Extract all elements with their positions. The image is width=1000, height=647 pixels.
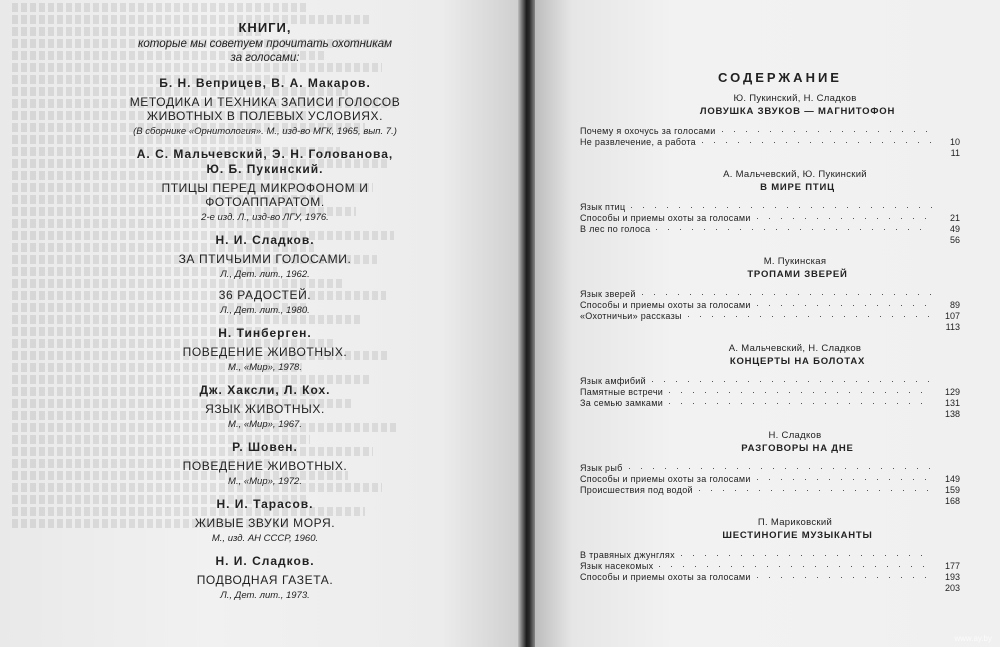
toc-entry — [580, 300, 960, 311]
toc-section-title: КОНЦЕРТЫ НА БОЛОТАХ — [729, 356, 866, 367]
book-title-line: ПТИЦЫ ПЕРЕД МИКРОФОНОМ И — [161, 181, 369, 195]
toc-entry-title: Способы и приемы охоты за голосами — [580, 213, 751, 223]
toc-page-number: 56 — [949, 235, 960, 245]
book-author: Б. Н. Веприцев, В. А. Макаров. — [159, 76, 371, 90]
toc-entry-title: Язык птиц — [580, 202, 626, 212]
toc-leader-dots — [631, 207, 932, 208]
book-author — [100, 147, 430, 177]
toc-leader-dots — [757, 218, 932, 219]
book-entry — [100, 497, 430, 545]
book-title: ПОВЕДЕНИЕ ЖИВОТНЫХ. — [182, 345, 348, 359]
toc-page-number: 168 — [944, 496, 960, 506]
toc-leader-dots — [629, 468, 932, 469]
toc-entry — [580, 137, 960, 148]
toc-section — [580, 93, 960, 159]
toc-entry — [580, 572, 960, 583]
toc-page-number: 113 — [945, 322, 960, 332]
toc-leader-dots — [757, 577, 932, 578]
book-title: ПОДВОДНАЯ ГАЗЕТА. — [196, 573, 334, 587]
toc-entry-title: Язык зверей — [580, 289, 636, 299]
watermark: www.ay.by — [954, 634, 992, 643]
book-entry — [100, 233, 430, 317]
toc-section-author: Ю. Пукинский, Н. Сладков — [733, 93, 857, 104]
toc-entry — [580, 126, 960, 137]
toc-page-number: 21 — [949, 213, 960, 223]
book-title-line: ЖИВОТНЫХ В ПОЛЕВЫХ УСЛОВИЯХ. — [146, 109, 384, 123]
book-entry — [100, 76, 430, 138]
book-entry — [100, 326, 430, 374]
toc-section — [580, 343, 960, 420]
toc-leader-dots — [722, 131, 932, 132]
toc-section-title: В МИРЕ ПТИЦ — [760, 182, 835, 193]
book-publisher: Л., Дет. лит., 1980. — [220, 305, 310, 316]
toc-entry-title: Язык амфибий — [580, 376, 646, 386]
toc-leader-dots — [757, 305, 932, 306]
book-title — [100, 95, 430, 123]
book-entry — [100, 147, 430, 224]
book-entry — [100, 554, 430, 602]
book-author: Н. И. Сладков. — [215, 554, 315, 568]
toc-page-number: 177 — [944, 561, 960, 571]
book-author: Н. Тинберген. — [218, 326, 312, 340]
toc-leader-dots — [642, 294, 932, 295]
book-title-line: МЕТОДИКА И ТЕХНИКА ЗАПИСИ ГОЛОСОВ — [129, 95, 401, 109]
toc-entry-title: За семью замками — [580, 398, 664, 408]
toc-section — [580, 430, 960, 507]
toc-entry — [580, 289, 960, 300]
book-author-line: А. С. Мальчевский, Э. Н. Голованова, — [136, 147, 394, 161]
book-publisher: М., «Мир», 1978. — [228, 362, 302, 373]
toc-page-number: 49 — [949, 224, 960, 234]
toc-page-number: 10 — [949, 137, 960, 147]
book-title: 36 РАДОСТЕЙ. — [218, 288, 312, 302]
toc-entry-title: Происшествия под водой — [580, 485, 693, 495]
recommended-books — [100, 20, 430, 602]
toc-page-number: 203 — [944, 583, 960, 593]
toc-page-number: 159 — [944, 485, 960, 495]
toc-section-title: РАЗГОВОРЫ НА ДНЕ — [741, 443, 854, 454]
toc-leader-dots — [659, 566, 932, 567]
toc-page-number: 193 — [944, 572, 960, 582]
toc-page-number: 89 — [949, 300, 960, 310]
toc-entry — [580, 485, 960, 496]
toc-leader-dots — [656, 229, 932, 230]
book-publisher: (В сборнике «Орнитология». М., изд-во МГК, 1965, вып. 7.) — [133, 126, 397, 137]
toc-entry-title: Язык насекомых — [580, 561, 654, 571]
books-heading: КНИГИ, — [238, 20, 292, 35]
toc-section-author: Н. Сладков — [768, 430, 822, 441]
book-author: Дж. Хаксли, Л. Кох. — [199, 383, 331, 397]
book-entry — [100, 383, 430, 431]
toc-entry-title: Не развлечение, а работа — [580, 137, 696, 147]
books-subheading — [100, 37, 430, 65]
toc-entry-title: Язык рыб — [580, 463, 623, 473]
toc-entry-title: Способы и приемы охоты за голосами — [580, 572, 751, 582]
book-entry — [100, 440, 430, 488]
book-title-line: ФОТОАППАРАТОМ. — [205, 195, 325, 209]
toc-section — [580, 256, 960, 333]
toc-section-title: ТРОПАМИ ЗВЕРЕЙ — [747, 269, 848, 280]
book-publisher: М., «Мир», 1972. — [228, 476, 302, 487]
toc-entry — [580, 398, 960, 409]
book-title — [100, 181, 430, 209]
toc-entry — [580, 474, 960, 485]
toc-sections — [580, 93, 960, 594]
toc-entry — [580, 550, 960, 561]
book-publisher: Л., Дет. лит., 1973. — [220, 590, 310, 601]
toc-section-author: М. Пукинская — [763, 256, 827, 267]
toc-entry — [580, 202, 960, 213]
book-title: ЯЗЫК ЖИВОТНЫХ. — [205, 402, 325, 416]
toc-entry — [580, 463, 960, 474]
book-publisher: 2-е изд. Л., изд-во ЛГУ, 1976. — [201, 212, 329, 223]
toc-page-number: 129 — [944, 387, 960, 397]
toc-leader-dots — [688, 316, 932, 317]
toc-section-author: А. Мальчевский, Н. Сладков — [728, 343, 862, 354]
books-subheading-line: за голосами: — [230, 52, 300, 64]
toc-page-number: 138 — [944, 409, 960, 419]
toc-entry-title: Памятные встречи — [580, 387, 664, 397]
books-subheading-line: которые мы советуем прочитать охотникам — [137, 38, 393, 50]
book-author: Р. Шовен. — [232, 440, 298, 454]
toc-entry — [580, 561, 960, 572]
toc-entry — [580, 224, 960, 235]
book-publisher: Л., Дет. лит., 1962. — [220, 269, 310, 280]
toc-section-title: ШЕСТИНОГИЕ МУЗЫКАНТЫ — [722, 530, 873, 541]
toc-section-author: П. Мариковский — [757, 517, 833, 528]
toc-entry-title: «Охотничьи» рассказы — [580, 311, 682, 321]
toc-entry-title: Почему я охочусь за голосами — [580, 126, 716, 136]
toc-heading: СОДЕРЖАНИЕ — [718, 70, 842, 85]
table-of-contents — [580, 70, 960, 604]
toc-page-number: 131 — [944, 398, 960, 408]
toc-entry-title: Способы и приемы охоты за голосами — [580, 300, 751, 310]
book-title: ПОВЕДЕНИЕ ЖИВОТНЫХ. — [182, 459, 348, 473]
book-publisher: М., «Мир», 1967. — [228, 419, 302, 430]
toc-leader-dots — [669, 403, 932, 404]
toc-entry-title: Способы и приемы охоты за голосами — [580, 474, 751, 484]
toc-entry — [580, 311, 960, 322]
toc-leader-dots — [757, 479, 932, 480]
toc-section-title: ЛОВУШКА ЗВУКОВ — МАГНИТОФОН — [699, 106, 896, 117]
book-author: Н. И. Тарасов. — [216, 497, 314, 511]
book-publisher: М., изд. АН СССР, 1960. — [211, 533, 319, 544]
toc-page-number: 11 — [950, 148, 960, 158]
toc-section-author: А. Мальчевский, Ю. Пукинский — [723, 169, 867, 180]
toc-entry — [580, 376, 960, 387]
toc-leader-dots — [669, 392, 932, 393]
toc-section — [580, 517, 960, 594]
toc-entry-title: В лес по голоса — [580, 224, 651, 234]
book-author-line: Ю. Б. Пукинский. — [206, 162, 324, 176]
toc-entry — [580, 387, 960, 398]
book-title: ЗА ПТИЧЬИМИ ГОЛОСАМИ. — [178, 252, 352, 266]
book-title: ЖИВЫЕ ЗВУКИ МОРЯ. — [194, 516, 336, 530]
toc-entry-title: В травяных джунглях — [580, 550, 675, 560]
toc-page-number: 107 — [944, 311, 960, 321]
book-author: Н. И. Сладков. — [215, 233, 315, 247]
toc-leader-dots — [702, 142, 932, 143]
toc-page-number: 149 — [944, 474, 960, 484]
toc-leader-dots — [699, 490, 932, 491]
toc-entry — [580, 213, 960, 224]
toc-leader-dots — [681, 555, 932, 556]
toc-leader-dots — [652, 381, 932, 382]
toc-section — [580, 169, 960, 246]
